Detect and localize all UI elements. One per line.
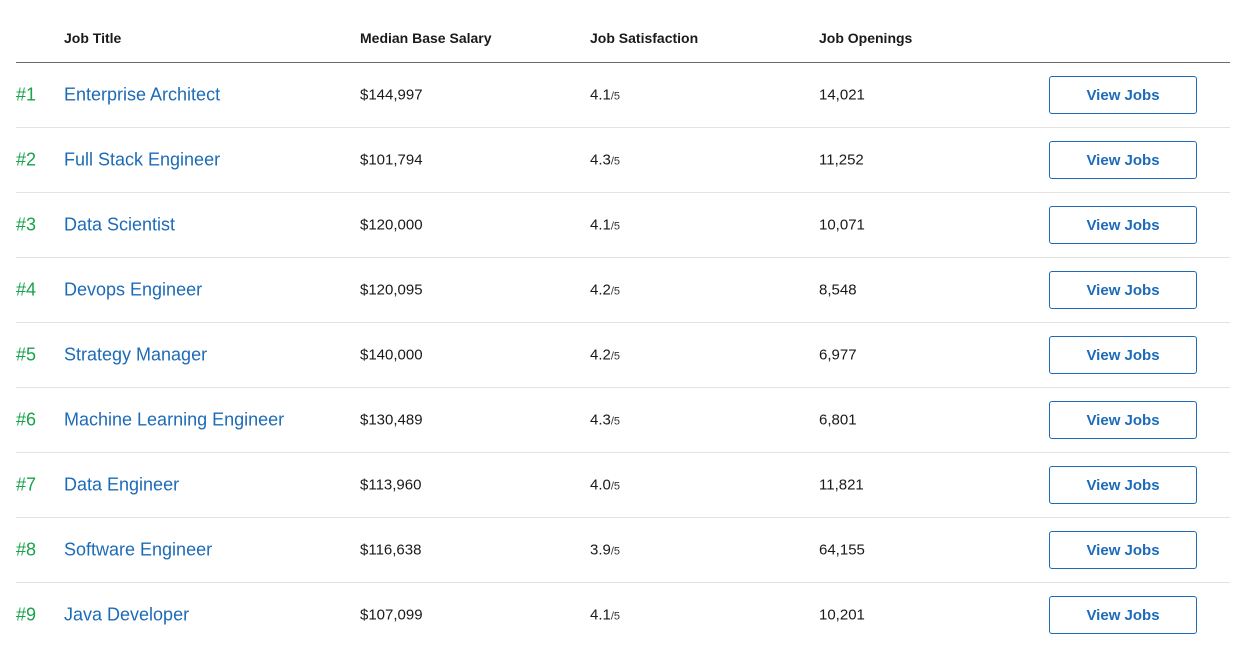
median-salary: $144,997 bbox=[360, 86, 423, 104]
job-openings-count: 8,548 bbox=[819, 281, 857, 299]
rank-label: #5 bbox=[16, 344, 37, 365]
table-row bbox=[16, 388, 1230, 453]
job-openings-count: 6,977 bbox=[819, 346, 857, 364]
satisfaction-score: 4.3 bbox=[590, 151, 611, 169]
rank-label: #9 bbox=[16, 604, 37, 625]
job-title-link[interactable]: Strategy Manager bbox=[64, 344, 208, 365]
satisfaction-score: 4.2 bbox=[590, 346, 611, 364]
job-openings-count: 11,252 bbox=[819, 151, 864, 169]
table-header bbox=[16, 0, 1230, 63]
job-satisfaction bbox=[590, 542, 620, 559]
satisfaction-denominator: /5 bbox=[610, 155, 621, 168]
job-satisfaction bbox=[590, 347, 620, 364]
table-row bbox=[16, 128, 1230, 193]
satisfaction-denominator: /5 bbox=[610, 480, 621, 493]
table-row bbox=[16, 193, 1230, 258]
view-jobs-button[interactable]: View Jobs bbox=[1049, 336, 1197, 374]
satisfaction-denominator: /5 bbox=[610, 285, 621, 298]
rank-label: #8 bbox=[16, 539, 37, 560]
rank-label: #1 bbox=[16, 84, 37, 105]
rank-label: #3 bbox=[16, 214, 37, 235]
median-salary: $140,000 bbox=[360, 346, 423, 364]
header-job-title: Job Title bbox=[64, 30, 122, 46]
satisfaction-score: 4.3 bbox=[590, 411, 611, 429]
job-title-link[interactable]: Java Developer bbox=[64, 604, 190, 625]
view-jobs-button[interactable]: View Jobs bbox=[1049, 596, 1197, 634]
satisfaction-score: 4.1 bbox=[590, 86, 611, 104]
satisfaction-denominator: /5 bbox=[610, 545, 621, 558]
rank-label: #7 bbox=[16, 474, 37, 495]
job-title-link[interactable]: Enterprise Architect bbox=[64, 84, 221, 105]
job-openings-count: 10,071 bbox=[819, 216, 865, 234]
median-salary: $130,489 bbox=[360, 411, 423, 429]
view-jobs-button[interactable]: View Jobs bbox=[1049, 401, 1197, 439]
satisfaction-score: 4.2 bbox=[590, 281, 611, 299]
view-jobs-button[interactable]: View Jobs bbox=[1049, 466, 1197, 504]
job-satisfaction bbox=[590, 477, 620, 494]
table-row bbox=[16, 63, 1230, 128]
view-jobs-button[interactable]: View Jobs bbox=[1049, 206, 1197, 244]
median-salary: $116,638 bbox=[360, 541, 422, 559]
job-openings-count: 11,821 bbox=[819, 476, 864, 494]
median-salary: $120,000 bbox=[360, 216, 423, 234]
median-salary: $107,099 bbox=[360, 606, 423, 624]
header-median-base-salary: Median Base Salary bbox=[360, 30, 492, 46]
table-row bbox=[16, 518, 1230, 583]
job-satisfaction bbox=[590, 412, 620, 429]
satisfaction-denominator: /5 bbox=[610, 610, 621, 623]
rank-label: #2 bbox=[16, 149, 37, 170]
job-openings-count: 6,801 bbox=[819, 411, 857, 429]
satisfaction-score: 4.1 bbox=[590, 606, 611, 624]
view-jobs-button[interactable]: View Jobs bbox=[1049, 76, 1197, 114]
job-title-link[interactable]: Machine Learning Engineer bbox=[64, 409, 285, 430]
satisfaction-denominator: /5 bbox=[610, 90, 621, 103]
rank-label: #4 bbox=[16, 279, 37, 300]
jobs-table bbox=[16, 0, 1230, 647]
satisfaction-denominator: /5 bbox=[610, 415, 621, 428]
satisfaction-score: 4.0 bbox=[590, 476, 611, 494]
header-job-openings: Job Openings bbox=[819, 30, 913, 46]
job-openings-count: 64,155 bbox=[819, 541, 865, 559]
job-satisfaction bbox=[590, 607, 620, 624]
job-title-link[interactable]: Data Scientist bbox=[64, 214, 176, 235]
view-jobs-button[interactable]: View Jobs bbox=[1049, 141, 1197, 179]
job-satisfaction bbox=[590, 217, 620, 234]
table-row bbox=[16, 323, 1230, 388]
satisfaction-score: 4.1 bbox=[590, 216, 611, 234]
table-row bbox=[16, 583, 1230, 647]
satisfaction-denominator: /5 bbox=[610, 350, 621, 363]
median-salary: $101,794 bbox=[360, 151, 423, 169]
job-title-link[interactable]: Devops Engineer bbox=[64, 279, 203, 300]
satisfaction-score: 3.9 bbox=[590, 541, 611, 559]
table-row bbox=[16, 258, 1230, 323]
median-salary: $113,960 bbox=[360, 476, 422, 494]
table-body bbox=[16, 63, 1230, 647]
satisfaction-denominator: /5 bbox=[610, 220, 621, 233]
header-job-satisfaction: Job Satisfaction bbox=[590, 30, 699, 46]
job-satisfaction bbox=[590, 152, 620, 169]
job-title-link[interactable]: Software Engineer bbox=[64, 539, 213, 560]
job-satisfaction bbox=[590, 87, 620, 104]
view-jobs-button[interactable]: View Jobs bbox=[1049, 531, 1197, 569]
median-salary: $120,095 bbox=[360, 281, 423, 299]
job-title-link[interactable]: Full Stack Engineer bbox=[64, 149, 221, 170]
job-openings-count: 10,201 bbox=[819, 606, 865, 624]
table-row bbox=[16, 453, 1230, 518]
job-openings-count: 14,021 bbox=[819, 86, 865, 104]
job-satisfaction bbox=[590, 282, 620, 299]
job-title-link[interactable]: Data Engineer bbox=[64, 474, 180, 495]
rank-label: #6 bbox=[16, 409, 37, 430]
view-jobs-button[interactable]: View Jobs bbox=[1049, 271, 1197, 309]
